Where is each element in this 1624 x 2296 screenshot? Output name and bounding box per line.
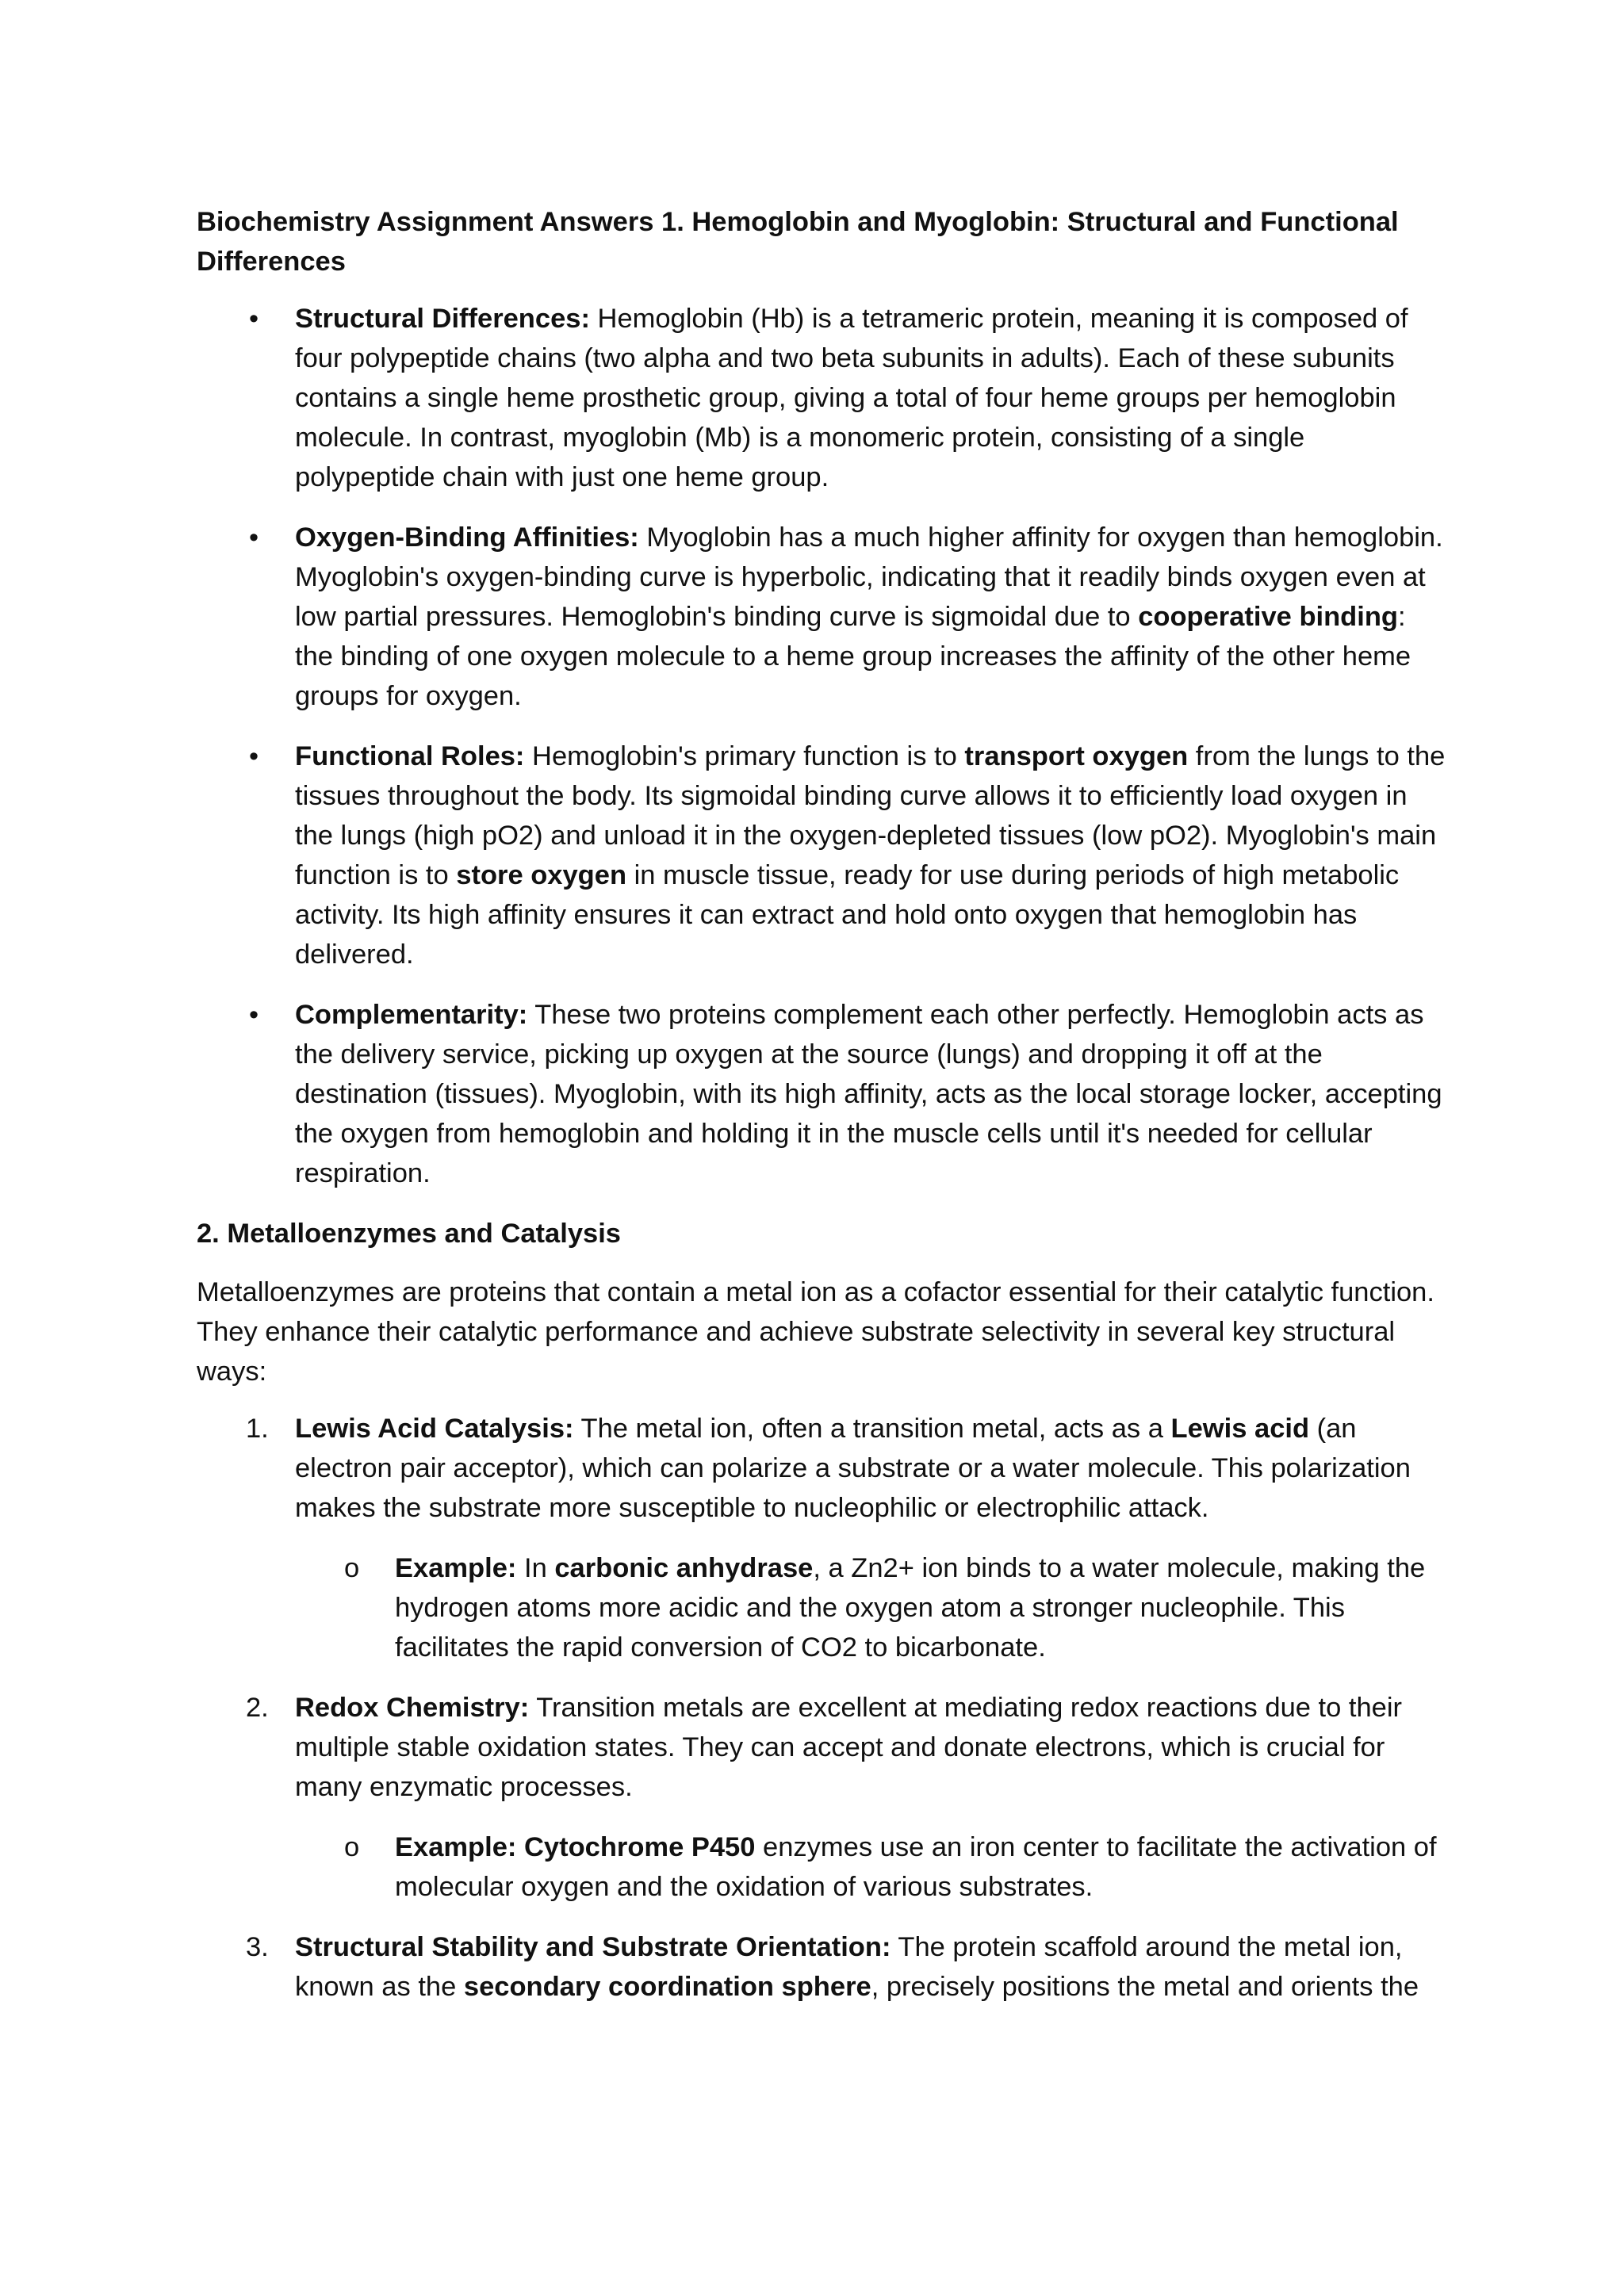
section-heading-metalloenzymes: 2. Metalloenzymes and Catalysis [197, 1219, 621, 1249]
item-bold-term: store oxygen [456, 860, 627, 890]
item-text: Myoglobin has a much higher affinity for oxygen than hemoglobin. Myoglobin's oxygen-binding curve is hyperbolic, indicating that it readily binds oxygen even at low partial pressures. Hemoglobin's binding curve is sigmoidal due to [295, 522, 1443, 632]
bullet-complementarity [197, 995, 1450, 1193]
item-text: in muscle tissue, ready for use during periods of high metabolic activity. Its high affinity ensures it can extract and hold onto oxygen that hemoglobin has delivered. [295, 860, 1400, 970]
item-number: 3. [246, 1932, 269, 1962]
item-text: The metal ion, often a transition metal, acts as a [573, 1414, 1171, 1444]
example-label: Example: [395, 1553, 517, 1583]
document-page [197, 202, 1450, 2027]
item-label: Structural Stability and Substrate Orientation: [295, 1932, 891, 1962]
item-label: Redox Chemistry: [295, 1693, 530, 1723]
item-text: These two proteins complement each other perfectly. Hemoglobin acts as the delivery service, picking up oxygen at the source (lungs) and dropping it off at the destination (tissues). Myoglobin, with its high affinity, acts as the local storage locker, accepting the oxygen from hemoglobin and holding it in the muscle cells until it's needed for cellular respiration. [295, 1000, 1442, 1188]
item-text: : the binding of one oxygen molecule to a heme group increases the affinity of the other heme groups for oxygen. [295, 602, 1411, 711]
example-text: , a Zn2+ ion binds to a water molecule, making the hydrogen atoms more acidic and the oxygen atom a stronger nucleophile. This facilitates the rapid conversion of CO2 to bicarbonate. [395, 1553, 1426, 1663]
sub-item-example-cytochrome [197, 1827, 1450, 1907]
item-label: Structural Differences: [295, 304, 590, 334]
example-bold-term: carbonic anhydrase [554, 1553, 814, 1583]
item-number: 1. [246, 1414, 269, 1444]
bullet-marker: • [249, 304, 259, 334]
numbered-item-structural-stability [197, 1927, 1450, 2007]
item-text: from the lungs to the tissues throughout the body. Its sigmoidal binding curve allows it to efficiently load oxygen in the lungs (high pO2) and unload it in the oxygen-depleted tissues (low pO2). Myoglobin's main function is to [295, 741, 1446, 890]
example-text: enzymes use an iron center to facilitate the activation of molecular oxygen and the oxidation of various substrates. [395, 1832, 1437, 1902]
sub-bullet-marker: o [344, 1832, 360, 1862]
sub-bullet-marker: o [344, 1553, 360, 1583]
item-text: (an electron pair acceptor), which can polarize a substrate or a water molecule. This polarization makes the substrate more susceptible to nucleophilic or electrophilic attack. [295, 1414, 1411, 1523]
bullet-marker: • [249, 522, 259, 553]
item-label: Lewis Acid Catalysis: [295, 1414, 574, 1444]
bullet-oxygen-binding [197, 518, 1450, 716]
item-number: 2. [246, 1693, 269, 1723]
intro-paragraph: Metalloenzymes are proteins that contain a metal ion as a cofactor essential for their catalytic function. They enhance their catalytic performance and achieve substrate selectivity in several key structural ways: [197, 1277, 1434, 1387]
item-bold-term: Lewis acid [1170, 1414, 1310, 1444]
item-bold-term: transport oxygen [964, 741, 1189, 771]
item-text: Transition metals are excellent at mediating redox reactions due to their multiple stable oxidation states. They can accept and donate electrons, which is crucial for many enzymatic processes. [295, 1693, 1402, 1802]
bullet-marker: • [249, 1000, 259, 1030]
numbered-item-redox [197, 1688, 1450, 1807]
section-heading-hemoglobin: Biochemistry Assignment Answers 1. Hemoglobin and Myoglobin: Structural and Functional Differences [197, 207, 1399, 277]
item-label: Complementarity: [295, 1000, 528, 1030]
example-label: Example: Cytochrome P450 [395, 1832, 756, 1862]
item-text: Hemoglobin's primary function is to [524, 741, 965, 771]
item-bold-term: cooperative binding [1138, 602, 1398, 632]
bullet-functional-roles [197, 737, 1450, 974]
item-bold-term: secondary coordination sphere [463, 1972, 871, 2002]
numbered-item-lewis-acid [197, 1409, 1450, 1528]
bullet-structural-differences [197, 299, 1450, 497]
sub-item-example-carbonic-anhydrase [197, 1548, 1450, 1667]
item-text: The protein scaffold around the metal ion, known as the [295, 1932, 1403, 2002]
bullet-marker: • [249, 741, 259, 771]
item-label: Oxygen-Binding Affinities: [295, 522, 639, 553]
item-text: , precisely positions the metal and orients the [871, 1972, 1419, 2002]
example-text: In [516, 1553, 555, 1583]
item-label: Functional Roles: [295, 741, 525, 771]
item-text: Hemoglobin (Hb) is a tetrameric protein, meaning it is composed of four polypeptide chains (two alpha and two beta subunits in adults). Each of these subunits contains a single heme prosthetic group, giving a total of four heme groups per hemoglobin molecule. In contrast, myoglobin (Mb) is a monomeric protein, consisting of a single polypeptide chain with just one heme group. [295, 304, 1408, 492]
